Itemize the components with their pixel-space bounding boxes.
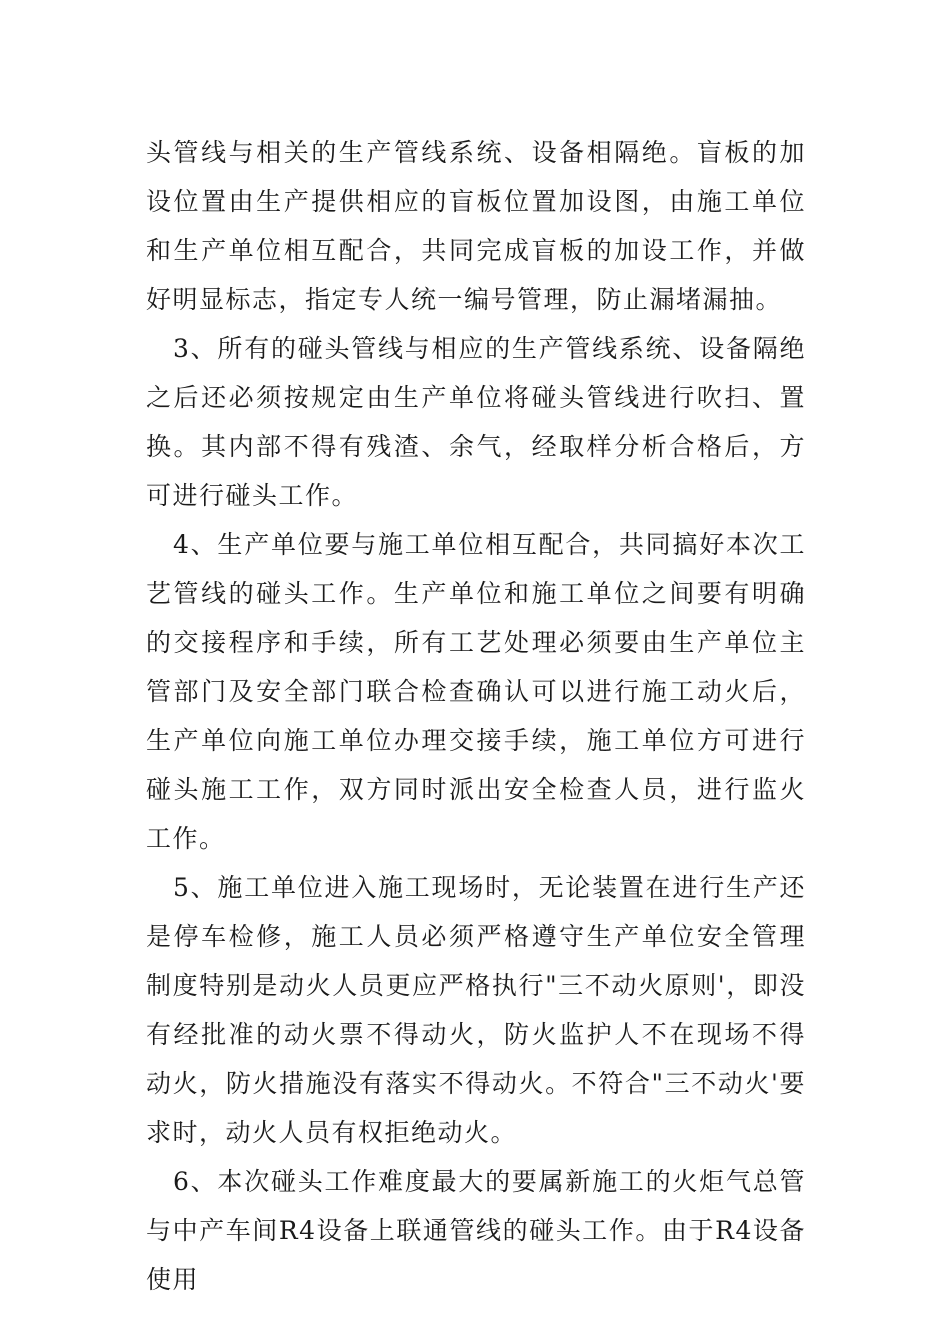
paragraph-item-4: 4、生产单位要与施工单位相互配合，共同搞好本次工艺管线的碰头工作。生产单位和施工单位之间要有明确的交接程序和手续，所有工艺处理必须要由生产单位主管部门及安全部门联合检查确认可以进行施工动火后，生产单位向施工单位办理交接手续，施工单位方可进行碰头施工工作，双方同时派出安全检查人员，进行监火工作。 — [146, 530, 806, 853]
paragraph-item-6: 6、本次碰头工作难度最大的要属新施工的火炬气总管与中产车间R4设备上联通管线的碰头工作。由于R4设备使用 — [146, 1167, 806, 1294]
document-body — [146, 128, 806, 1304]
paragraph-item-3: 3、所有的碰头管线与相应的生产管线系统、设备隔绝之后还必须按规定由生产单位将碰头管线进行吹扫、置换。其内部不得有残渣、余气，经取样分析合格后，方可进行碰头工作。 — [146, 334, 806, 510]
paragraph-continuation: 头管线与相关的生产管线系统、设备相隔绝。盲板的加设位置由生产提供相应的盲板位置加设图，由施工单位和生产单位相互配合，共同完成盲板的加设工作，并做好明显标志，指定专人统一编号管理，防止漏堵漏抽。 — [146, 138, 806, 314]
paragraph-item-5: 5、施工单位进入施工现场时，无论装置在进行生产还是停车检修，施工人员必须严格遵守生产单位安全管理制度特别是动火人员更应严格执行"三不动火原则'，即没有经批准的动火票不得动火，防火监护人不在现场不得动火，防火措施没有落实不得动火。不符合"三不动火'要求时，动火人员有权拒绝动火。 — [146, 873, 806, 1147]
